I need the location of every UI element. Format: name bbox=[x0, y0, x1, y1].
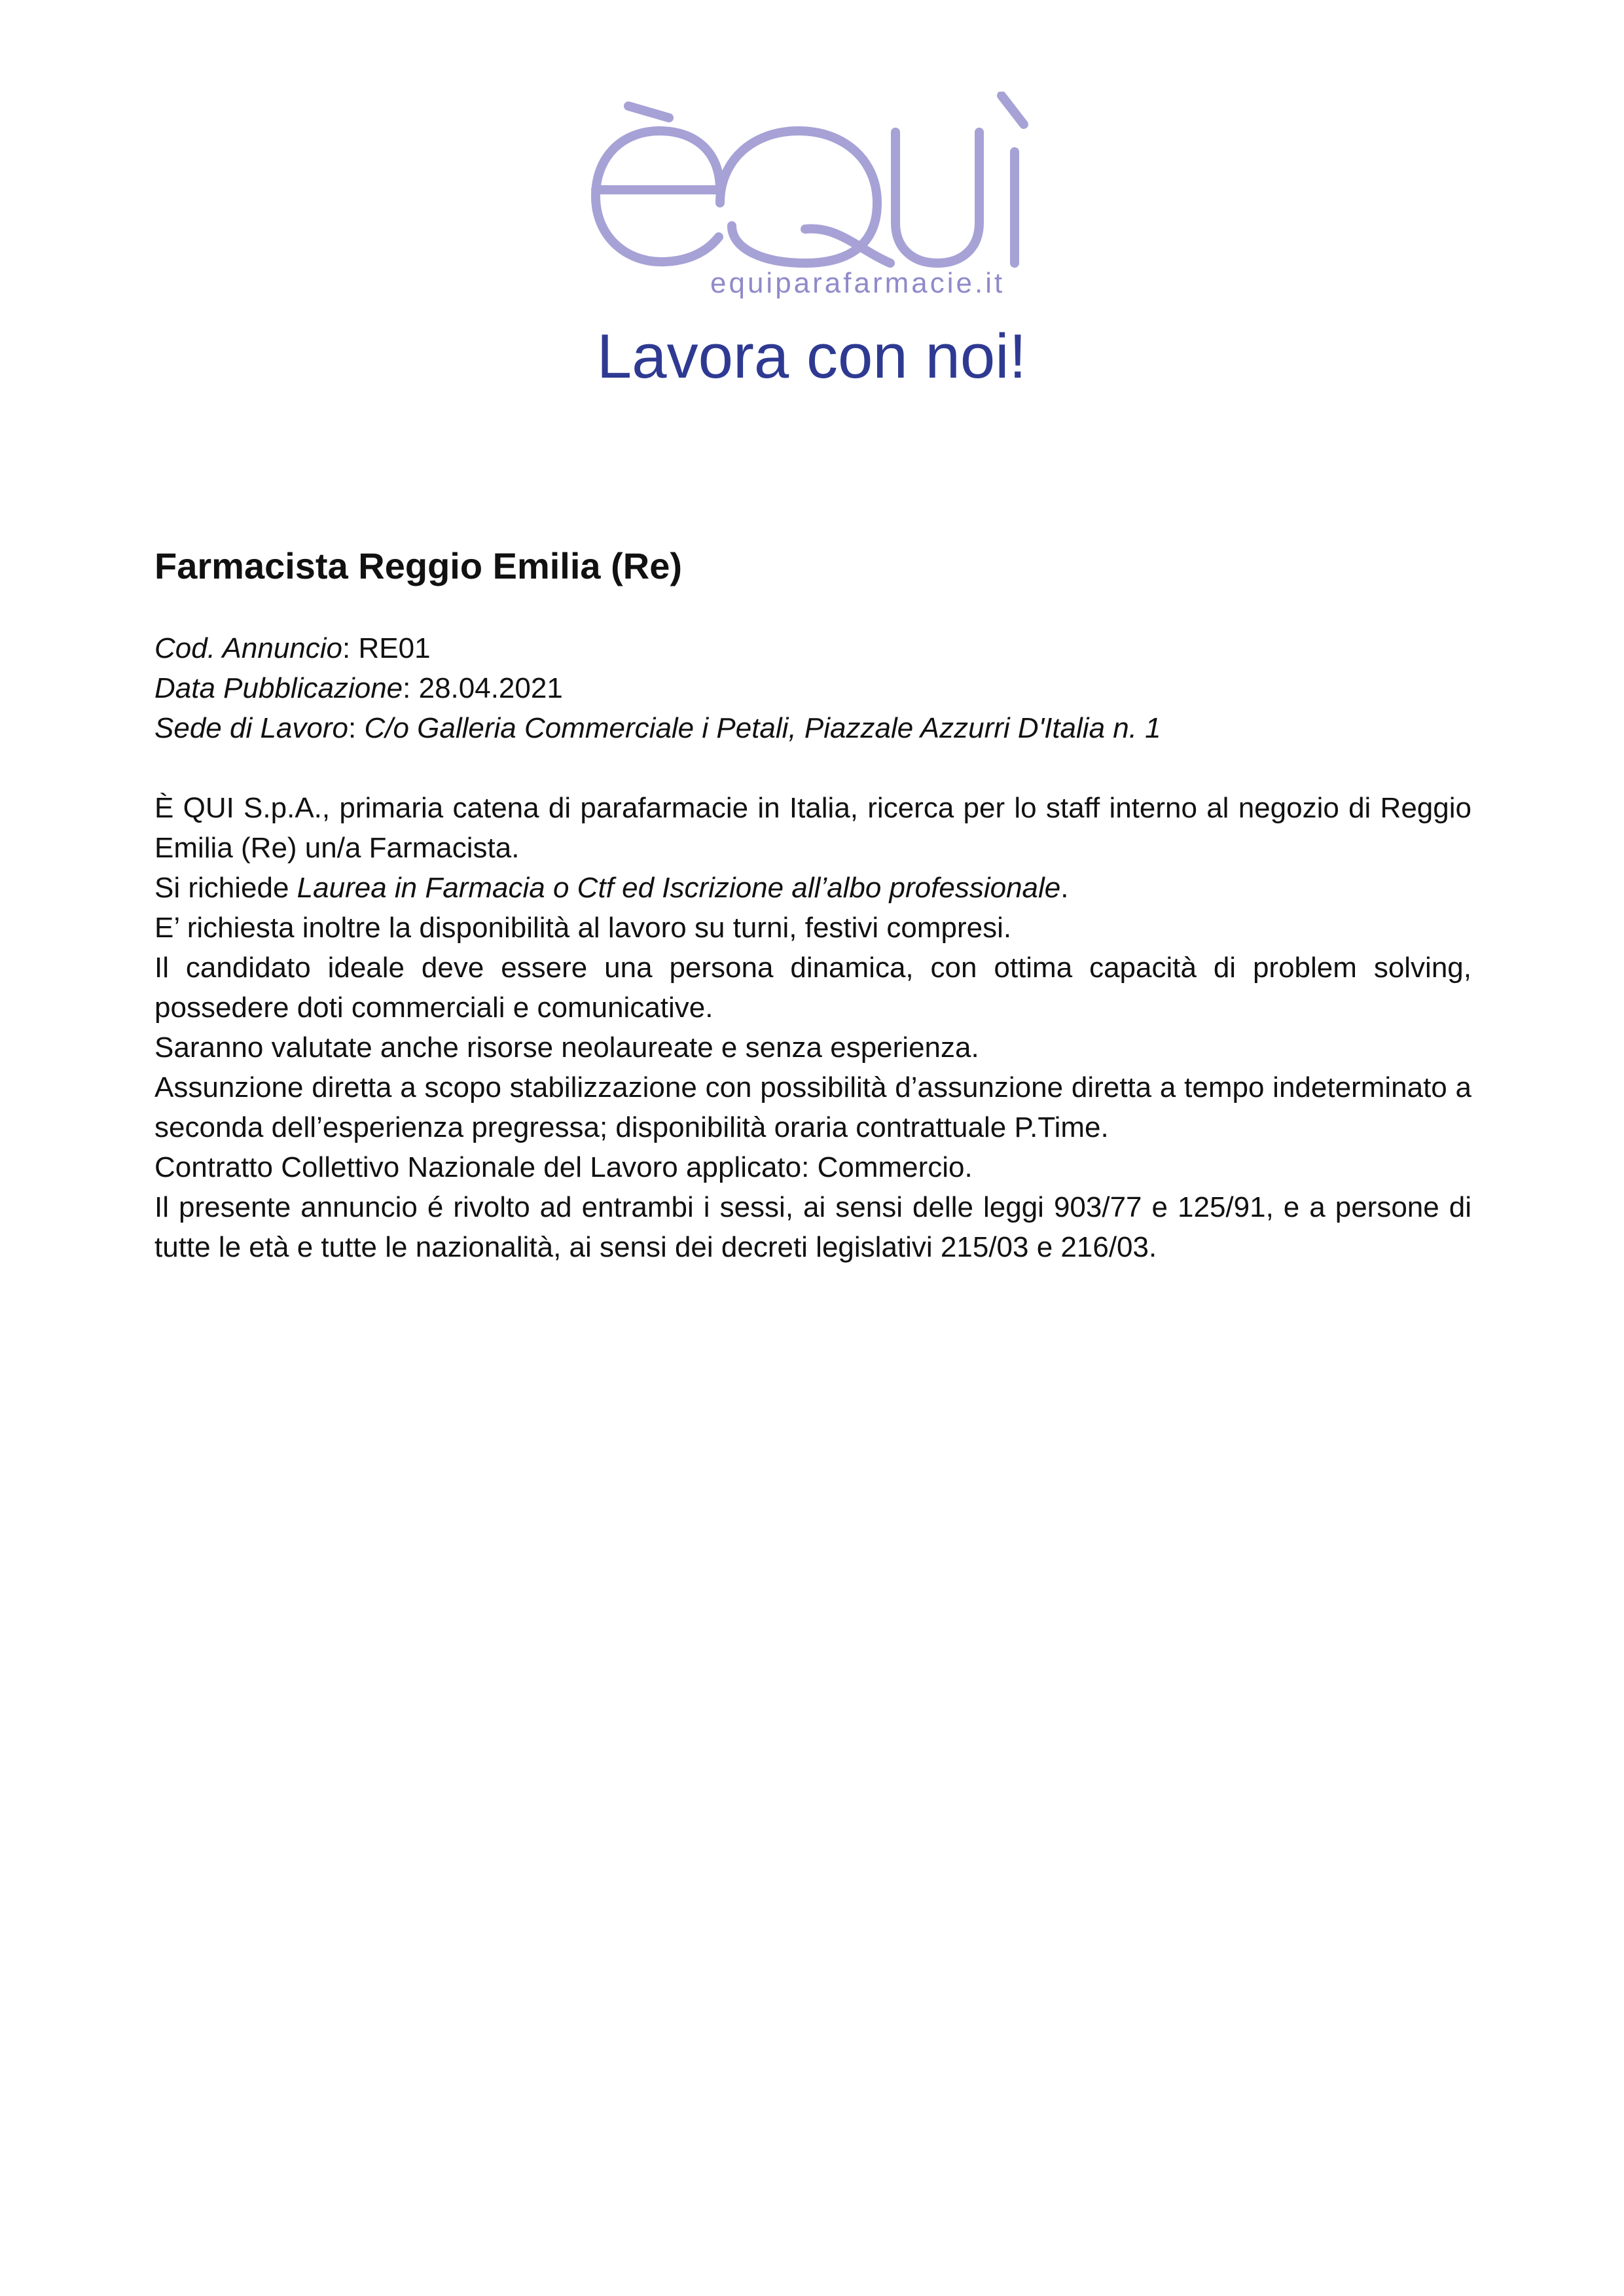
requirements-suffix: . bbox=[1060, 872, 1069, 904]
paragraph-equal-opportunity: Il presente annuncio é rivolto ad entrambi i sessi, ai sensi delle leggi 903/77 e 125/91, e a persone di tutte le età e tutte le nazionalità, ai sensi dei decreti legislativi 215/03 e 216/03. bbox=[154, 1191, 1471, 1263]
meta-location-value: C/o Galleria Commerciale i Petali, Piazzale Azzurri D'Italia n. 1 bbox=[364, 712, 1161, 744]
meta-date: Data Pubblicazione: 28.04.2021 bbox=[154, 672, 563, 704]
company-logo bbox=[589, 92, 1034, 314]
paragraph-contract: Contratto Collettivo Nazionale del Lavoro applicato: Commercio. bbox=[154, 1151, 973, 1183]
requirements-prefix: Si richiede bbox=[154, 872, 297, 904]
meta-code-value: RE01 bbox=[358, 632, 431, 664]
meta-location: Sede di Lavoro: C/o Galleria Commerciale i Petali, Piazzale Azzurri D'Italia n. 1 bbox=[154, 712, 1161, 744]
paragraph-ideal-candidate: Il candidato ideale deve essere una persona dinamica, con ottima capacità di problem solving, possedere doti commerciali e comunicative. bbox=[154, 952, 1471, 1024]
equi-logo-mark bbox=[589, 92, 1034, 268]
paragraph-requirements bbox=[154, 868, 1471, 908]
job-posting bbox=[154, 543, 1471, 1267]
paragraph-availability: E’ richiesta inoltre la disponibilità al lavoro su turni, festivi compresi. bbox=[154, 912, 1012, 944]
requirements-degree: Laurea in Farmacia o Ctf ed Iscrizione all’albo professionale bbox=[297, 872, 1061, 904]
paragraph-hiring: Assunzione diretta a scopo stabilizzazione con possibilità d’assunzione diretta a tempo indeterminato a seconda dell’esperienza pregressa; disponibilità oraria contrattuale P.Time. bbox=[154, 1071, 1471, 1143]
logo-website: equiparafarmacie.it bbox=[710, 267, 1005, 299]
meta-location-label: Sede di Lavoro bbox=[154, 712, 348, 744]
meta-date-label: Data Pubblicazione bbox=[154, 672, 403, 704]
slogan-heading: Lavora con noi! bbox=[596, 321, 1027, 391]
meta-code-label: Cod. Annuncio bbox=[154, 632, 343, 664]
section-spacer bbox=[154, 748, 1471, 788]
paragraph-graduates: Saranno valutate anche risorse neolaureate e senza esperienza. bbox=[154, 1031, 979, 1064]
job-title: Farmacista Reggio Emilia (Re) bbox=[154, 545, 683, 586]
meta-code: Cod. Annuncio: RE01 bbox=[154, 632, 431, 664]
paragraph-intro: È QUI S.p.A., primaria catena di parafarmacie in Italia, ricerca per lo staff interno al negozio di Reggio Emilia (Re) un/a Farmacista. bbox=[154, 792, 1471, 864]
meta-date-value: 28.04.2021 bbox=[418, 672, 563, 704]
